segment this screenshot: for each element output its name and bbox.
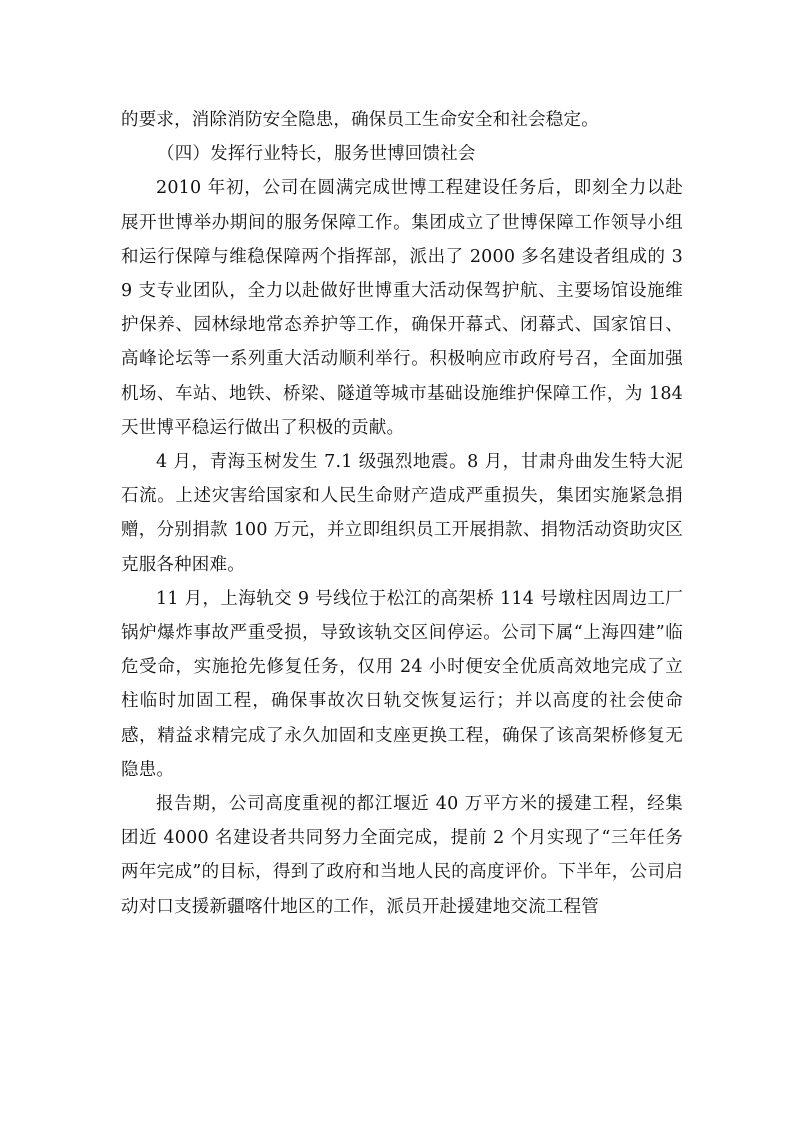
paragraph-metro-repair: 11 月，上海轨交 9 号线位于松江的高架桥 114 号墩柱因周边工厂锅炉爆炸事故严重受损，导致该轨交区间停运。公司下属“上海四建”临危受命，实施抢先修复任务，仅用 24 小时便安全优质高效地完成了立柱临时加固工程，确保事故次日轨交恢复运行；并以高度的社会使命感，精益求精完成了永久加固和支座更换工程，确保了该高架桥修复无隐患。 — [121, 588, 683, 780]
paragraph-reconstruction: 报告期，公司高度重视的都江堰近 40 万平方米的援建工程，经集团近 4000 名建设者共同努力全面完成，提前 2 个月实现了“三年任务两年完成”的目标，得到了政府和当地人民的高度评价。下半年，公司启动对口支援新疆喀什地区的工作，派员开赴援建地交流工程管 — [121, 794, 683, 917]
paragraph-expo-service: 2010 年初，公司在圆满完成世博工程建设任务后，即刻全力以赴展开世博举办期间的服务保障工作。集团成立了世博保障工作领导小组和运行保障与维稳保障两个指挥部，派出了 2000 多名建设者组成的 39 支专业团队，全力以赴做好世博重大活动保驾护航、主要场馆设施维护保养、园林绿地常态养护等工作，确保开幕式、闭幕式、国家馆日、高峰论坛等一系列重大活动顺利举行。积极响应市政府号召，全面加强机场、车站、地铁、桥梁、隧道等城市基础设施维护保障工作，为 184 天世博平稳运行做出了积极的贡献。 — [121, 178, 683, 438]
section-heading: （四）发挥行业特长，服务世博回馈社会 — [157, 144, 476, 165]
document-body — [121, 103, 683, 924]
paragraph-disaster-relief: 4 月，青海玉树发生 7.1 级强烈地震。8 月，甘肃舟曲发生特大泥石流。上述灾害给国家和人民生命财产造成严重损失，集团实施紧急捐赠，分别捐款 100 万元，并立即组织员工开展捐款、捐物活动资助灾区克服各种困难。 — [121, 452, 683, 575]
paragraph-continuation: 的要求，消除消防安全隐患，确保员工生命安全和社会稳定。 — [121, 110, 599, 130]
